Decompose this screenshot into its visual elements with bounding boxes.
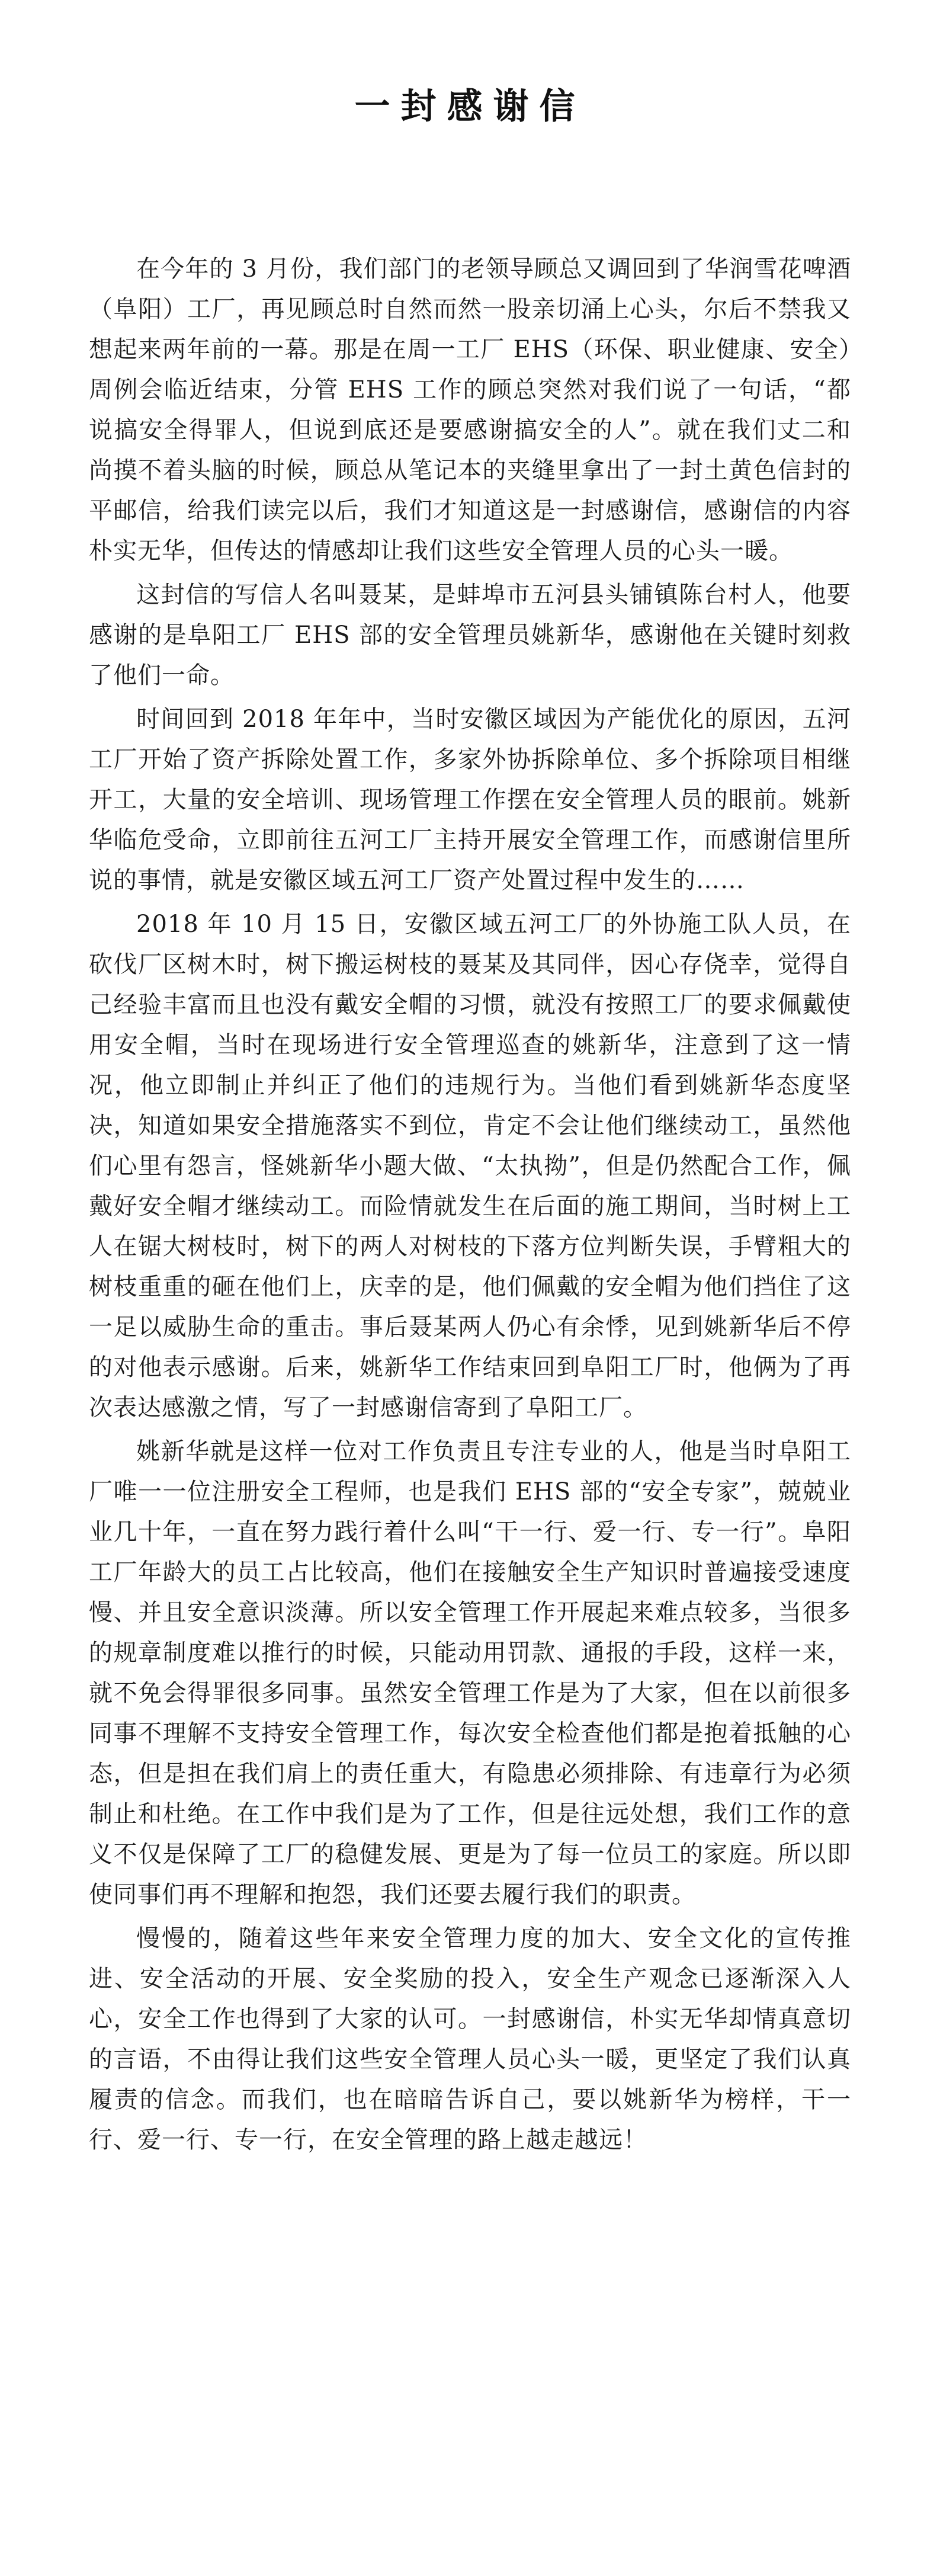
- paragraph-5: 姚新华就是这样一位对工作负责且专注专业的人，他是当时阜阳工厂唯一一位注册安全工程师，也是我们 EHS 部的“安全专家”，兢兢业业几十年，一直在努力践行着什么叫“干一行、爱一行、专一行”。阜阳工厂年龄大的员工占比较高，他们在接触安全生产知识时普遍接受速度慢、并且安全意识淡薄。所以安全管理工作开展起来难点较多，当很多的规章制度难以推行的时候，只能动用罚款、通报的手段，这样一来，就不免会得罪很多同事。虽然安全管理工作是为了大家，但在以前很多同事不理解不支持安全管理工作，每次安全检查他们都是抱着抵触的心态，但是担在我们肩上的责任重大，有隐患必须排除、有违章行为必须制止和杜绝。在工作中我们是为了工作，但是往远处想，我们工作的意义不仅是保障了工厂的稳健发展、更是为了每一位员工的家庭。所以即使同事们再不理解和抱怨，我们还要去履行我们的职责。: [89, 1438, 851, 1908]
- paragraph-6: 慢慢的，随着这些年来安全管理力度的加大、安全文化的宣传推进、安全活动的开展、安全奖励的投入，安全生产观念已逐渐深入人心，安全工作也得到了大家的认可。一封感谢信，朴实无华却情真意切的言语，不由得让我们这些安全管理人员心头一暖，更坚定了我们认真履责的信念。而我们，也在暗暗告诉自己，要以姚新华为榜样，干一行、爱一行、专一行，在安全管理的路上越走越远！: [89, 1925, 851, 2154]
- paragraph-3: 时间回到 2018 年年中，当时安徽区域因为产能优化的原因，五河工厂开始了资产拆除处置工作，多家外协拆除单位、多个拆除项目相继开工，大量的安全培训、现场管理工作摆在安全管理人员的眼前。姚新华临危受命，立即前往五河工厂主持开展安全管理工作，而感谢信里所说的事情，就是安徽区域五河工厂资产处置过程中发生的……: [89, 706, 851, 894]
- paragraph-1: 在今年的 3 月份，我们部门的老领导顾总又调回到了华润雪花啤酒（阜阳）工厂，再见顾总时自然而然一股亲切涌上心头，尔后不禁我又想起来两年前的一幕。那是在周一工厂 EHS（环保、职业健康、安全）周例会临近结束，分管 EHS 工作的顾总突然对我们说了一句话，“都说搞安全得罪人，但说到底还是要感谢搞安全的人”。就在我们丈二和尚摸不着头脑的时候，顾总从笔记本的夹缝里拿出了一封土黄色信封的平邮信，给我们读完以后，我们才知道这是一封感谢信，感谢信的内容朴实无华，但传达的情感却让我们这些安全管理人员的心头一暖。: [89, 255, 851, 565]
- letter-body: [89, 249, 851, 2160]
- paragraph-2: 这封信的写信人名叫聂某，是蚌埠市五河县头铺镇陈台村人，他要感谢的是阜阳工厂 EHS 部的安全管理员姚新华，感谢他在关键时刻救了他们一命。: [89, 581, 851, 689]
- paragraph-4: 2018 年 10 月 15 日，安徽区域五河工厂的外协施工队人员，在砍伐厂区树木时，树下搬运树枝的聂某及其同伴，因心存侥幸，觉得自己经验丰富而且也没有戴安全帽的习惯，就没有按照工厂的要求佩戴使用安全帽，当时在现场进行安全管理巡查的姚新华，注意到了这一情况，他立即制止并纠正了他们的违规行为。当他们看到姚新华态度坚决，知道如果安全措施落实不到位，肯定不会让他们继续动工，虽然他们心里有怨言，怪姚新华小题大做、“太执拗”，但是仍然配合工作，佩戴好安全帽才继续动工。而险情就发生在后面的施工期间，当时树上工人在锯大树枝时，树下的两人对树枝的下落方位判断失误，手臂粗大的树枝重重的砸在他们上，庆幸的是，他们佩戴的安全帽为他们挡住了这一足以威胁生命的重击。事后聂某两人仍心有余悸，见到姚新华后不停的对他表示感谢。后来，姚新华工作结束回到阜阳工厂时，他俩为了再次表达感激之情，写了一封感谢信寄到了阜阳工厂。: [89, 911, 851, 1421]
- letter-title: 一封感谢信: [354, 86, 586, 127]
